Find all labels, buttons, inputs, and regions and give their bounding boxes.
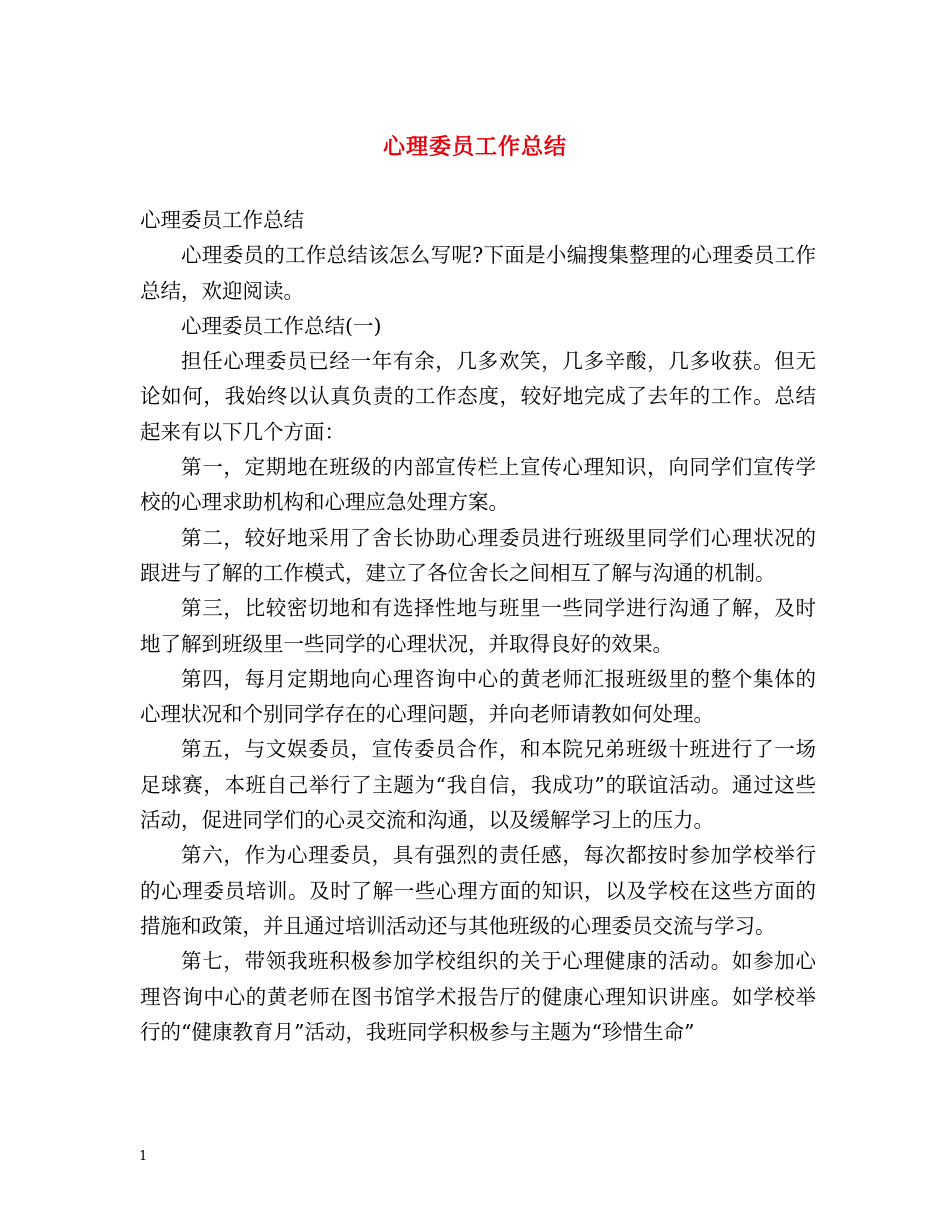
- paragraph-fifth: 第五，与文娱委员，宣传委员合作，和本院兄弟班级十班进行了一场足球赛，本班自己举行了主题为“我自信，我成功”的联谊活动。通过这些活动，促进同学们的心灵交流和沟通，以及缓解学习上的压力。: [140, 737, 816, 833]
- paragraph-third: 第三，比较密切地和有选择性地与班里一些同学进行沟通了解，及时地了解到班级里一些同学的心理状况，并取得良好的效果。: [140, 596, 816, 656]
- document-subtitle: 心理委员工作总结: [140, 208, 304, 232]
- page-number: 1: [139, 1149, 148, 1164]
- paragraph-seventh: 第七，带领我班积极参加学校组织的关于心理健康的活动。如参加心理咨询中心的黄老师在图书馆学术报告厅的健康心理知识讲座。如学校举行的“健康教育月”活动，我班同学积极参与主题为“珍惜生命”: [140, 949, 816, 1044]
- section-heading: 心理委员工作总结(一): [181, 313, 382, 338]
- paragraph-first: 第一，定期地在班级的内部宣传栏上宣传心理知识，向同学们宣传学校的心理求助机构和心理应急处理方案。: [140, 455, 816, 515]
- paragraph-overview: 担任心理委员已经一年有余，几多欢笑，几多辛酸，几多收获。但无论如何，我始终以认真负责的工作态度，较好地完成了去年的工作。总结起来有以下几个方面：: [140, 349, 816, 444]
- document-body: [140, 203, 816, 1050]
- paragraph-fourth: 第四，每月定期地向心理咨询中心的黄老师汇报班级里的整个集体的心理状况和个别同学存在的心理问题，并向老师请教如何处理。: [140, 666, 816, 727]
- paragraph-sixth: 第六，作为心理委员，具有强烈的责任感，每次都按时参加学校举行的心理委员培训。及时了解一些心理方面的知识，以及学校在这些方面的措施和政策，并且通过培训活动还与其他班级的心理委员交流与学习。: [140, 843, 816, 938]
- paragraph-intro: 心理委员的工作总结该怎么写呢?下面是小编搜集整理的心理委员工作总结，欢迎阅读。: [140, 243, 816, 303]
- paragraph-second: 第二，较好地采用了舍长协助心理委员进行班级里同学们心理状况的跟进与了解的工作模式，建立了各位舍长之间相互了解与沟通的机制。: [140, 525, 816, 585]
- document-title: 心理委员工作总结: [382, 134, 567, 160]
